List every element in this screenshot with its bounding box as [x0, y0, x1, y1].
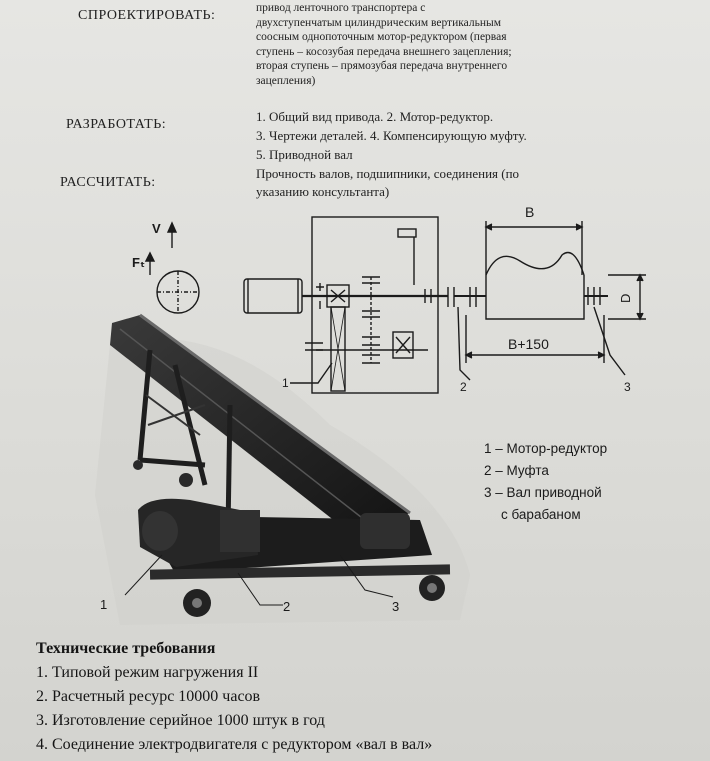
dimension-d-label: D	[618, 293, 633, 303]
develop-line: 5. Приводной вал	[256, 147, 353, 162]
dimension-b-label: B	[525, 204, 535, 220]
design-line: двухступенчатым цилиндрическим вертикальным	[256, 16, 501, 29]
photo-callout-1: 1	[100, 597, 108, 612]
design-line: ступень – косозубая передача внешнего зацепления;	[256, 45, 512, 58]
velocity-label: V	[152, 221, 161, 236]
calculate-line: указанию консультанта)	[256, 184, 390, 199]
requirement-item: 3. Изготовление серийное 1000 штук в год	[36, 712, 325, 729]
requirements-title: Технические требования	[36, 640, 216, 657]
force-label: Fₜ	[132, 255, 145, 270]
design-line: зацепления)	[256, 74, 316, 87]
requirement-item: 1. Типовой режим нагружения II	[36, 664, 259, 681]
technical-requirements	[36, 637, 696, 757]
requirement-item: 2. Расчетный ресурс 10000 часов	[36, 688, 261, 705]
calculate-label: РАССЧИТАТЬ:	[60, 175, 156, 190]
photo-callout-3: 3	[392, 599, 400, 614]
scheme-callout-1: 1	[282, 376, 289, 390]
design-line: привод ленточного транспортера с	[256, 2, 426, 14]
develop-label: РАЗРАБОТАТЬ:	[66, 117, 167, 132]
photo-callout-2: 2	[283, 599, 291, 614]
drive-figure	[0, 195, 710, 635]
conveyor-photo	[95, 315, 470, 625]
design-text	[256, 1, 512, 89]
develop-line: 1. Общий вид привода. 2. Мотор-редуктор.	[256, 109, 494, 124]
develop-line: 3. Чертежи деталей. 4. Компенсирующую муфту.	[256, 128, 527, 143]
scheme-callout-2: 2	[460, 380, 467, 394]
calculate-line: Прочность валов, подшипники, соединения (по	[256, 166, 520, 181]
develop-text	[256, 107, 527, 164]
legend-item-drive-shaft: 3 – Вал приводной	[484, 485, 602, 500]
design-line: соосным однопоточным мотор-редуктором (первая	[256, 31, 507, 44]
design-line: вторая ступень – прямозубая передача внутреннего	[256, 60, 508, 73]
design-label: СПРОЕКТИРОВАТЬ:	[78, 8, 216, 23]
scheme-callout-3: 3	[624, 380, 631, 394]
dimension-b150-label: B+150	[508, 336, 549, 352]
requirement-item: 4. Соединение электродвигателя с редуктором «вал в вал»	[36, 736, 433, 753]
legend-item-motor-reducer: 1 – Мотор-редуктор	[484, 441, 608, 456]
legend-item-coupling: 2 – Муфта	[484, 463, 549, 478]
figure-legend	[484, 438, 607, 526]
drive-drum	[486, 275, 584, 319]
legend-item-drive-shaft-cont: с барабаном	[501, 507, 581, 522]
motor-box	[244, 279, 302, 313]
